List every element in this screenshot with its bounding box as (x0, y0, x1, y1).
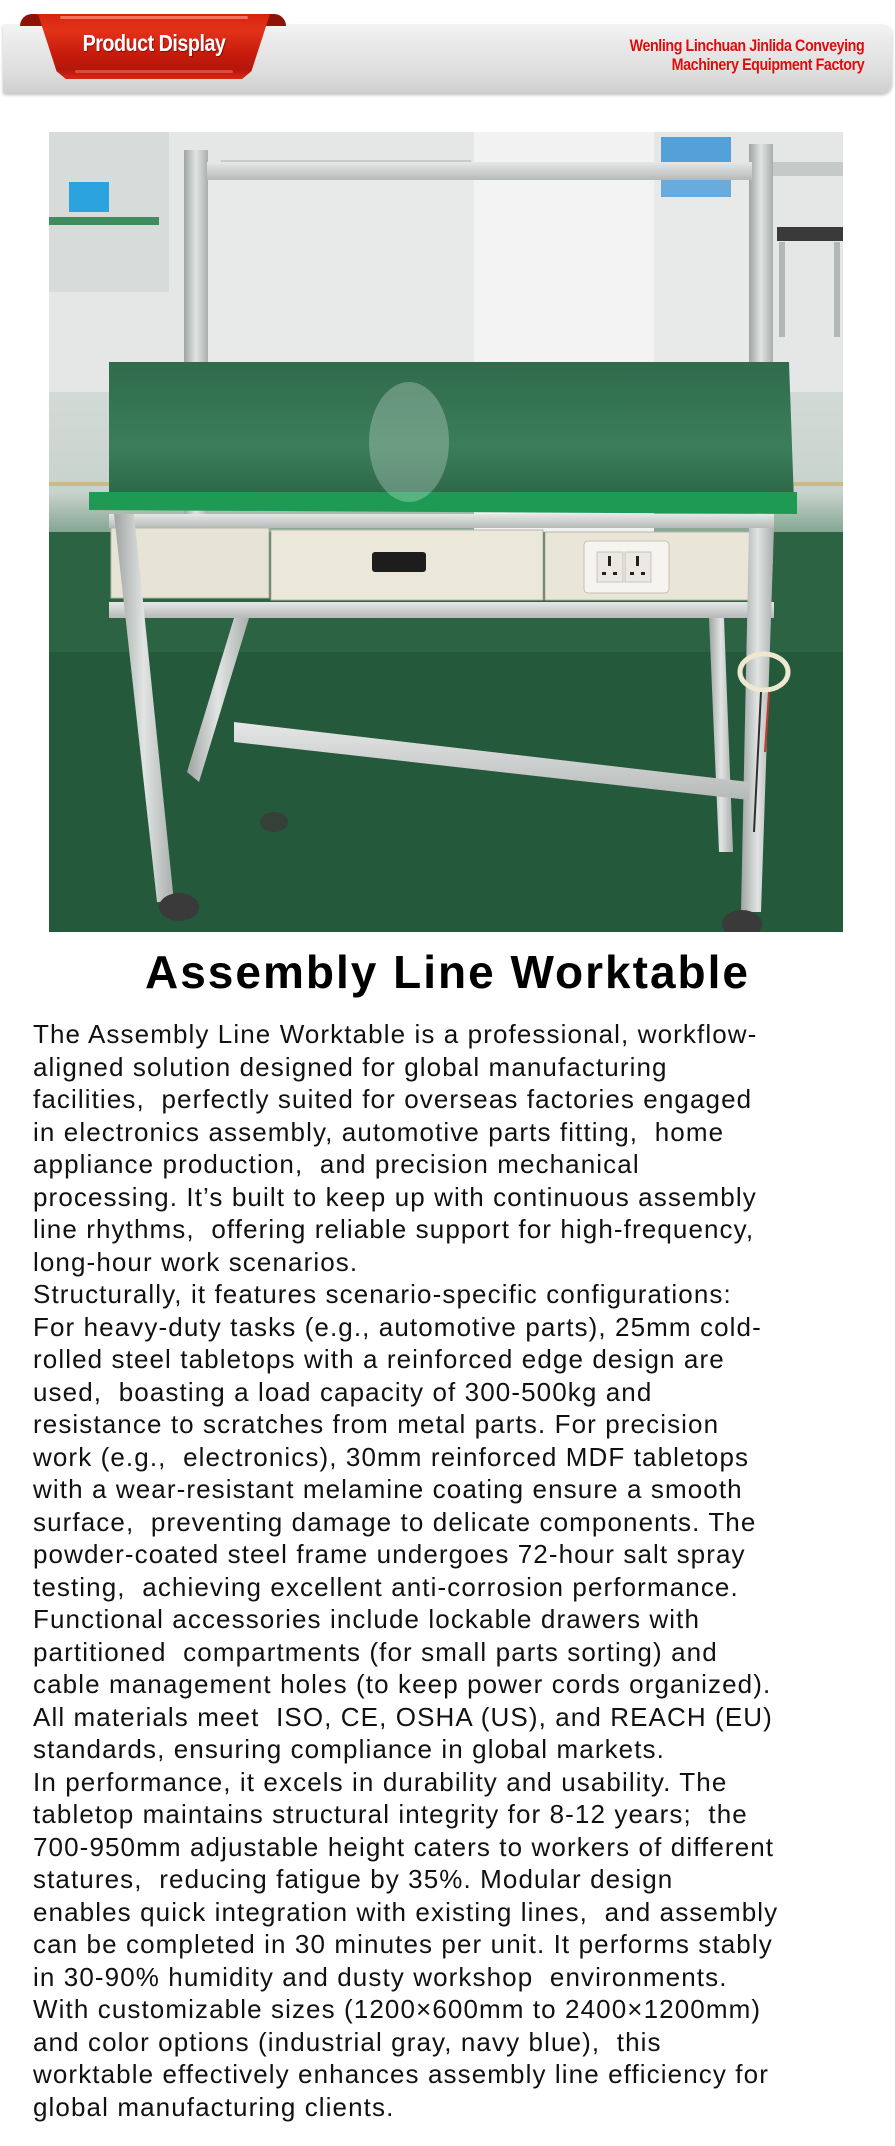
description-line: statures, reducing fatigue by 35%. Modular design (33, 1864, 674, 1894)
description-line: work (e.g., electronics), 30mm reinforced MDF tabletops (33, 1441, 750, 1472)
description-line: rolled steel tabletops with a reinforced edge design are (33, 1344, 725, 1374)
description-line: The Assembly Line Worktable is a professional, workflow- (33, 1019, 758, 1049)
ribbon-highlight (60, 16, 248, 19)
description-line: in 30-90% humidity and dusty workshop environments. (33, 1961, 728, 1992)
description-line: with a wear-resistant melamine coating ensure a smooth (33, 1474, 743, 1504)
description-line: global manufacturing clients. (33, 2091, 395, 2122)
description-line: 700-950mm adjustable height caters to workers of different (33, 1831, 775, 1862)
description-line: Functional accessories include lockable drawers with (33, 1604, 701, 1634)
description-line: can be completed in 30 minutes per unit. It performs stably (33, 1929, 773, 1959)
company-name (629, 36, 864, 74)
description-line: cable management holes (to keep power cords organized). (33, 1669, 772, 1699)
description-line: processing. It’s built to keep up with continuous assembly (33, 1181, 757, 1212)
description-line: surface, preventing damage to delicate components. The (33, 1506, 757, 1537)
description-line: resistance to scratches from metal parts. For precision (33, 1409, 720, 1439)
company-name-line2: Machinery Equipment Factory (671, 55, 864, 74)
product-title: Assembly Line Worktable (145, 946, 750, 998)
description-line: used, boasting a load capacity of 300-500kg and (33, 1376, 653, 1407)
description-line: in electronics assembly, automotive parts fitting, home (33, 1116, 725, 1147)
description-line: and color options (industrial gray, navy blue), this (33, 2026, 662, 2057)
description-line: In performance, it excels in durability and usability. The (33, 1766, 728, 1797)
description-line: For heavy-duty tasks (e.g., automotive parts), 25mm cold- (33, 1311, 762, 1342)
description-line: long-hour work scenarios. (33, 1246, 359, 1277)
description-line: facilities, perfectly suited for overseas factories engaged (33, 1084, 753, 1114)
product-photo (49, 132, 843, 932)
company-name-line1: Wenling Linchuan Jinlida Conveying (629, 36, 864, 55)
description-line: tabletop maintains structural integrity for 8-12 years; the (33, 1799, 748, 1829)
description-line: standards, ensuring compliance in global markets. (33, 1734, 665, 1764)
description-line: enables quick integration with existing lines, and assembly (33, 1896, 779, 1927)
description-line: testing, achieving excellent anti-corrosion performance. (33, 1571, 739, 1602)
description-line: With customizable sizes (1200×600mm to 2400×1200mm) (33, 1994, 762, 2024)
description-line: powder-coated steel frame undergoes 72-hour salt spray (33, 1539, 746, 1569)
product-description (33, 1018, 883, 2123)
description-line: Structurally, it features scenario-specific configurations: (33, 1279, 732, 1309)
product-display-label: Product Display (82, 30, 226, 56)
description-line: worktable effectively enhances assembly line efficiency for (33, 2059, 769, 2089)
description-line: aligned solution designed for global manufacturing (33, 1051, 668, 1082)
description-line: line rhythms, offering reliable support for high-frequency, (33, 1214, 755, 1244)
description-line: appliance production, and precision mechanical (33, 1149, 640, 1179)
description-line: partitioned compartments (for small parts sorting) and (33, 1636, 718, 1667)
description-line: All materials meet ISO, CE, OSHA (US), and REACH (EU) (33, 1701, 773, 1732)
ribbon-highlight-bottom (75, 70, 233, 73)
